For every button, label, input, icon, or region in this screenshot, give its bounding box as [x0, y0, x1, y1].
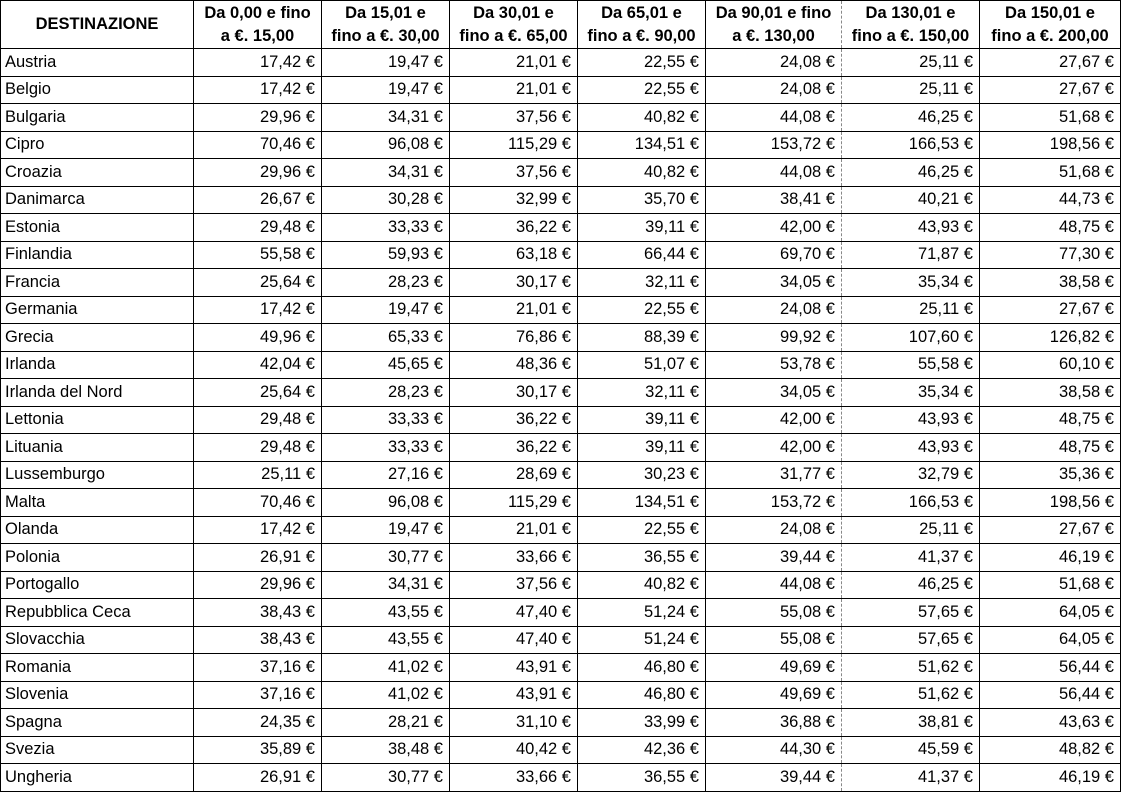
price-cell: 77,30 €: [980, 241, 1121, 269]
price-cell: 29,48 €: [194, 434, 322, 462]
price-cell: 19,47 €: [322, 76, 450, 104]
price-cell: 31,10 €: [450, 709, 578, 737]
table-row: [1, 736, 1121, 764]
price-cell: 39,11 €: [578, 214, 706, 242]
price-cell: 40,42 €: [450, 736, 578, 764]
price-cell: 21,01 €: [450, 49, 578, 77]
country-cell: Belgio: [1, 76, 194, 104]
header-range-3: [450, 1, 578, 49]
price-cell: 44,08 €: [706, 571, 842, 599]
price-cell: 36,22 €: [450, 406, 578, 434]
price-cell: 38,43 €: [194, 599, 322, 627]
price-cell: 60,10 €: [980, 351, 1121, 379]
price-cell: 46,80 €: [578, 681, 706, 709]
price-cell: 49,69 €: [706, 654, 842, 682]
table-row: [1, 626, 1121, 654]
price-cell: 42,00 €: [706, 406, 842, 434]
price-cell: 17,42 €: [194, 296, 322, 324]
price-cell: 34,05 €: [706, 269, 842, 297]
price-cell: 29,96 €: [194, 571, 322, 599]
price-cell: 34,31 €: [322, 571, 450, 599]
price-cell: 40,82 €: [578, 571, 706, 599]
price-cell: 166,53 €: [842, 489, 980, 517]
price-cell: 37,16 €: [194, 654, 322, 682]
price-cell: 39,11 €: [578, 434, 706, 462]
price-cell: 27,67 €: [980, 296, 1121, 324]
header-range-line2: fino a €. 200,00: [991, 26, 1109, 45]
price-cell: 33,66 €: [450, 544, 578, 572]
price-cell: 71,87 €: [842, 241, 980, 269]
price-cell: 22,55 €: [578, 76, 706, 104]
price-cell: 25,11 €: [842, 76, 980, 104]
country-cell: Irlanda del Nord: [1, 379, 194, 407]
price-cell: 33,99 €: [578, 709, 706, 737]
price-cell: 32,11 €: [578, 379, 706, 407]
price-cell: 51,68 €: [980, 104, 1121, 132]
header-range-6: [842, 1, 980, 49]
price-cell: 29,96 €: [194, 104, 322, 132]
price-cell: 66,44 €: [578, 241, 706, 269]
price-cell: 48,75 €: [980, 434, 1121, 462]
country-cell: Repubblica Ceca: [1, 599, 194, 627]
price-cell: 24,08 €: [706, 76, 842, 104]
price-cell: 21,01 €: [450, 516, 578, 544]
header-range-line1: Da 30,01 e: [473, 3, 554, 22]
price-cell: 39,44 €: [706, 764, 842, 792]
price-cell: 37,56 €: [450, 104, 578, 132]
price-cell: 19,47 €: [322, 49, 450, 77]
header-range-line2: a €. 15,00: [220, 26, 295, 45]
price-cell: 43,93 €: [842, 214, 980, 242]
price-cell: 43,93 €: [842, 434, 980, 462]
price-cell: 166,53 €: [842, 131, 980, 159]
table-row: [1, 654, 1121, 682]
header-range-line1: Da 15,01 e: [345, 3, 426, 22]
table-row: [1, 571, 1121, 599]
header-range-line1: Da 130,01 e: [865, 3, 956, 22]
price-cell: 25,11 €: [194, 461, 322, 489]
price-cell: 134,51 €: [578, 489, 706, 517]
price-cell: 44,73 €: [980, 186, 1121, 214]
price-cell: 34,31 €: [322, 104, 450, 132]
header-range-line2: fino a €. 30,00: [331, 26, 440, 45]
price-cell: 45,59 €: [842, 736, 980, 764]
price-cell: 153,72 €: [706, 131, 842, 159]
price-cell: 43,55 €: [322, 626, 450, 654]
table-row: [1, 214, 1121, 242]
price-cell: 43,91 €: [450, 654, 578, 682]
price-cell: 33,33 €: [322, 214, 450, 242]
price-cell: 30,17 €: [450, 269, 578, 297]
country-cell: Estonia: [1, 214, 194, 242]
country-cell: Cipro: [1, 131, 194, 159]
price-cell: 49,69 €: [706, 681, 842, 709]
table-header: [1, 1, 1121, 49]
header-range-2: [322, 1, 450, 49]
header-range-line1: Da 0,00 e fino: [204, 3, 311, 22]
price-cell: 115,29 €: [450, 131, 578, 159]
price-cell: 33,33 €: [322, 406, 450, 434]
country-cell: Romania: [1, 654, 194, 682]
price-cell: 34,31 €: [322, 159, 450, 187]
price-cell: 17,42 €: [194, 76, 322, 104]
header-range-line2: fino a €. 90,00: [587, 26, 696, 45]
price-cell: 59,93 €: [322, 241, 450, 269]
price-cell: 56,44 €: [980, 681, 1121, 709]
price-cell: 70,46 €: [194, 489, 322, 517]
price-cell: 45,65 €: [322, 351, 450, 379]
price-cell: 44,08 €: [706, 104, 842, 132]
country-cell: Spagna: [1, 709, 194, 737]
price-cell: 76,86 €: [450, 324, 578, 352]
price-cell: 35,70 €: [578, 186, 706, 214]
price-cell: 55,58 €: [194, 241, 322, 269]
table-row: [1, 186, 1121, 214]
price-cell: 24,08 €: [706, 516, 842, 544]
price-cell: 42,00 €: [706, 214, 842, 242]
price-cell: 22,55 €: [578, 49, 706, 77]
price-cell: 38,81 €: [842, 709, 980, 737]
table-row: [1, 489, 1121, 517]
table-body: [1, 49, 1121, 792]
price-cell: 134,51 €: [578, 131, 706, 159]
price-cell: 38,43 €: [194, 626, 322, 654]
price-cell: 41,37 €: [842, 544, 980, 572]
country-cell: Grecia: [1, 324, 194, 352]
price-cell: 51,62 €: [842, 681, 980, 709]
price-cell: 64,05 €: [980, 599, 1121, 627]
header-range-1: [194, 1, 322, 49]
price-cell: 39,44 €: [706, 544, 842, 572]
table-row: [1, 461, 1121, 489]
price-cell: 30,77 €: [322, 764, 450, 792]
price-cell: 46,19 €: [980, 544, 1121, 572]
table-row: [1, 241, 1121, 269]
price-cell: 28,23 €: [322, 379, 450, 407]
price-cell: 28,69 €: [450, 461, 578, 489]
price-cell: 115,29 €: [450, 489, 578, 517]
table-row: [1, 351, 1121, 379]
country-cell: Irlanda: [1, 351, 194, 379]
table-row: [1, 76, 1121, 104]
price-cell: 19,47 €: [322, 516, 450, 544]
price-cell: 43,55 €: [322, 599, 450, 627]
price-cell: 47,40 €: [450, 599, 578, 627]
price-cell: 36,55 €: [578, 764, 706, 792]
price-cell: 153,72 €: [706, 489, 842, 517]
country-cell: Olanda: [1, 516, 194, 544]
price-cell: 40,21 €: [842, 186, 980, 214]
price-cell: 46,25 €: [842, 104, 980, 132]
price-cell: 69,70 €: [706, 241, 842, 269]
price-cell: 56,44 €: [980, 654, 1121, 682]
price-cell: 40,82 €: [578, 159, 706, 187]
price-cell: 31,77 €: [706, 461, 842, 489]
price-cell: 198,56 €: [980, 489, 1121, 517]
price-cell: 36,55 €: [578, 544, 706, 572]
price-cell: 38,41 €: [706, 186, 842, 214]
price-cell: 17,42 €: [194, 49, 322, 77]
price-cell: 49,96 €: [194, 324, 322, 352]
price-cell: 40,82 €: [578, 104, 706, 132]
price-cell: 27,67 €: [980, 516, 1121, 544]
price-cell: 35,36 €: [980, 461, 1121, 489]
header-range-line2: fino a €. 150,00: [851, 26, 970, 45]
price-cell: 35,89 €: [194, 736, 322, 764]
price-cell: 35,34 €: [842, 379, 980, 407]
country-cell: Ungheria: [1, 764, 194, 792]
price-cell: 37,56 €: [450, 159, 578, 187]
country-cell: Portogallo: [1, 571, 194, 599]
country-cell: Lussemburgo: [1, 461, 194, 489]
price-cell: 30,28 €: [322, 186, 450, 214]
price-cell: 51,24 €: [578, 626, 706, 654]
header-range-line2: a €. 130,00: [732, 26, 815, 45]
table-row: [1, 104, 1121, 132]
price-cell: 43,63 €: [980, 709, 1121, 737]
header-destination: DESTINAZIONE: [1, 1, 194, 49]
price-cell: 63,18 €: [450, 241, 578, 269]
country-cell: Lettonia: [1, 406, 194, 434]
country-cell: Lituania: [1, 434, 194, 462]
price-cell: 27,16 €: [322, 461, 450, 489]
price-cell: 51,24 €: [578, 599, 706, 627]
price-cell: 44,30 €: [706, 736, 842, 764]
price-cell: 36,88 €: [706, 709, 842, 737]
header-row: [1, 1, 1121, 49]
price-cell: 51,68 €: [980, 159, 1121, 187]
price-cell: 57,65 €: [842, 599, 980, 627]
table-row: [1, 764, 1121, 792]
price-cell: 46,25 €: [842, 571, 980, 599]
table-row: [1, 324, 1121, 352]
price-cell: 44,08 €: [706, 159, 842, 187]
price-cell: 57,65 €: [842, 626, 980, 654]
table-row: [1, 434, 1121, 462]
table-row: [1, 681, 1121, 709]
price-cell: 46,25 €: [842, 159, 980, 187]
price-cell: 38,58 €: [980, 379, 1121, 407]
price-cell: 64,05 €: [980, 626, 1121, 654]
price-cell: 30,23 €: [578, 461, 706, 489]
price-cell: 25,11 €: [842, 49, 980, 77]
price-cell: 46,80 €: [578, 654, 706, 682]
price-cell: 51,07 €: [578, 351, 706, 379]
price-cell: 33,33 €: [322, 434, 450, 462]
price-cell: 126,82 €: [980, 324, 1121, 352]
price-cell: 41,02 €: [322, 681, 450, 709]
country-cell: Francia: [1, 269, 194, 297]
country-cell: Danimarca: [1, 186, 194, 214]
price-cell: 29,96 €: [194, 159, 322, 187]
price-cell: 25,11 €: [842, 296, 980, 324]
country-cell: Bulgaria: [1, 104, 194, 132]
price-cell: 28,23 €: [322, 269, 450, 297]
price-cell: 28,21 €: [322, 709, 450, 737]
price-cell: 26,91 €: [194, 544, 322, 572]
price-cell: 37,16 €: [194, 681, 322, 709]
table-row: [1, 159, 1121, 187]
price-cell: 25,64 €: [194, 269, 322, 297]
price-cell: 41,37 €: [842, 764, 980, 792]
country-cell: Germania: [1, 296, 194, 324]
price-cell: 36,22 €: [450, 214, 578, 242]
price-cell: 32,11 €: [578, 269, 706, 297]
price-cell: 21,01 €: [450, 76, 578, 104]
price-cell: 43,91 €: [450, 681, 578, 709]
price-cell: 27,67 €: [980, 76, 1121, 104]
price-cell: 38,48 €: [322, 736, 450, 764]
table-row: [1, 544, 1121, 572]
price-cell: 30,17 €: [450, 379, 578, 407]
price-cell: 55,58 €: [842, 351, 980, 379]
price-cell: 53,78 €: [706, 351, 842, 379]
price-cell: 24,35 €: [194, 709, 322, 737]
country-cell: Slovenia: [1, 681, 194, 709]
header-range-line1: Da 65,01 e: [601, 3, 682, 22]
price-cell: 42,04 €: [194, 351, 322, 379]
price-cell: 32,99 €: [450, 186, 578, 214]
price-cell: 107,60 €: [842, 324, 980, 352]
country-cell: Polonia: [1, 544, 194, 572]
price-cell: 43,93 €: [842, 406, 980, 434]
price-cell: 48,36 €: [450, 351, 578, 379]
header-range-line1: Da 150,01 e: [1005, 3, 1095, 22]
price-cell: 198,56 €: [980, 131, 1121, 159]
table-row: [1, 516, 1121, 544]
price-cell: 33,66 €: [450, 764, 578, 792]
price-cell: 35,34 €: [842, 269, 980, 297]
price-cell: 48,75 €: [980, 214, 1121, 242]
price-cell: 42,00 €: [706, 434, 842, 462]
price-cell: 55,08 €: [706, 626, 842, 654]
price-cell: 25,64 €: [194, 379, 322, 407]
price-cell: 42,36 €: [578, 736, 706, 764]
table-row: [1, 406, 1121, 434]
header-range-line1: Da 90,01 e fino: [715, 3, 832, 22]
price-cell: 48,82 €: [980, 736, 1121, 764]
price-cell: 38,58 €: [980, 269, 1121, 297]
price-cell: 39,11 €: [578, 406, 706, 434]
price-cell: 55,08 €: [706, 599, 842, 627]
country-cell: Slovacchia: [1, 626, 194, 654]
price-cell: 30,77 €: [322, 544, 450, 572]
table-row: [1, 379, 1121, 407]
price-cell: 32,79 €: [842, 461, 980, 489]
country-cell: Malta: [1, 489, 194, 517]
price-cell: 51,68 €: [980, 571, 1121, 599]
country-cell: Svezia: [1, 736, 194, 764]
header-range-line2: fino a €. 65,00: [459, 26, 568, 45]
price-cell: 22,55 €: [578, 296, 706, 324]
country-cell: Finlandia: [1, 241, 194, 269]
price-cell: 99,92 €: [706, 324, 842, 352]
price-cell: 37,56 €: [450, 571, 578, 599]
price-cell: 70,46 €: [194, 131, 322, 159]
table-row: [1, 131, 1121, 159]
table-row: [1, 709, 1121, 737]
price-cell: 24,08 €: [706, 49, 842, 77]
price-cell: 21,01 €: [450, 296, 578, 324]
header-range-4: [578, 1, 706, 49]
price-cell: 17,42 €: [194, 516, 322, 544]
price-cell: 27,67 €: [980, 49, 1121, 77]
price-cell: 34,05 €: [706, 379, 842, 407]
price-cell: 51,62 €: [842, 654, 980, 682]
price-cell: 26,91 €: [194, 764, 322, 792]
table-row: [1, 599, 1121, 627]
price-cell: 29,48 €: [194, 214, 322, 242]
header-range-7: [980, 1, 1121, 49]
price-cell: 88,39 €: [578, 324, 706, 352]
country-cell: Croazia: [1, 159, 194, 187]
price-cell: 48,75 €: [980, 406, 1121, 434]
table-row: [1, 296, 1121, 324]
price-cell: 19,47 €: [322, 296, 450, 324]
price-cell: 65,33 €: [322, 324, 450, 352]
price-cell: 96,08 €: [322, 489, 450, 517]
price-cell: 22,55 €: [578, 516, 706, 544]
price-cell: 41,02 €: [322, 654, 450, 682]
price-cell: 26,67 €: [194, 186, 322, 214]
price-cell: 24,08 €: [706, 296, 842, 324]
price-cell: 96,08 €: [322, 131, 450, 159]
table-row: [1, 49, 1121, 77]
price-cell: 36,22 €: [450, 434, 578, 462]
header-range-5: [706, 1, 842, 49]
price-cell: 46,19 €: [980, 764, 1121, 792]
table-row: [1, 269, 1121, 297]
country-cell: Austria: [1, 49, 194, 77]
price-cell: 25,11 €: [842, 516, 980, 544]
price-cell: 47,40 €: [450, 626, 578, 654]
price-cell: 29,48 €: [194, 406, 322, 434]
